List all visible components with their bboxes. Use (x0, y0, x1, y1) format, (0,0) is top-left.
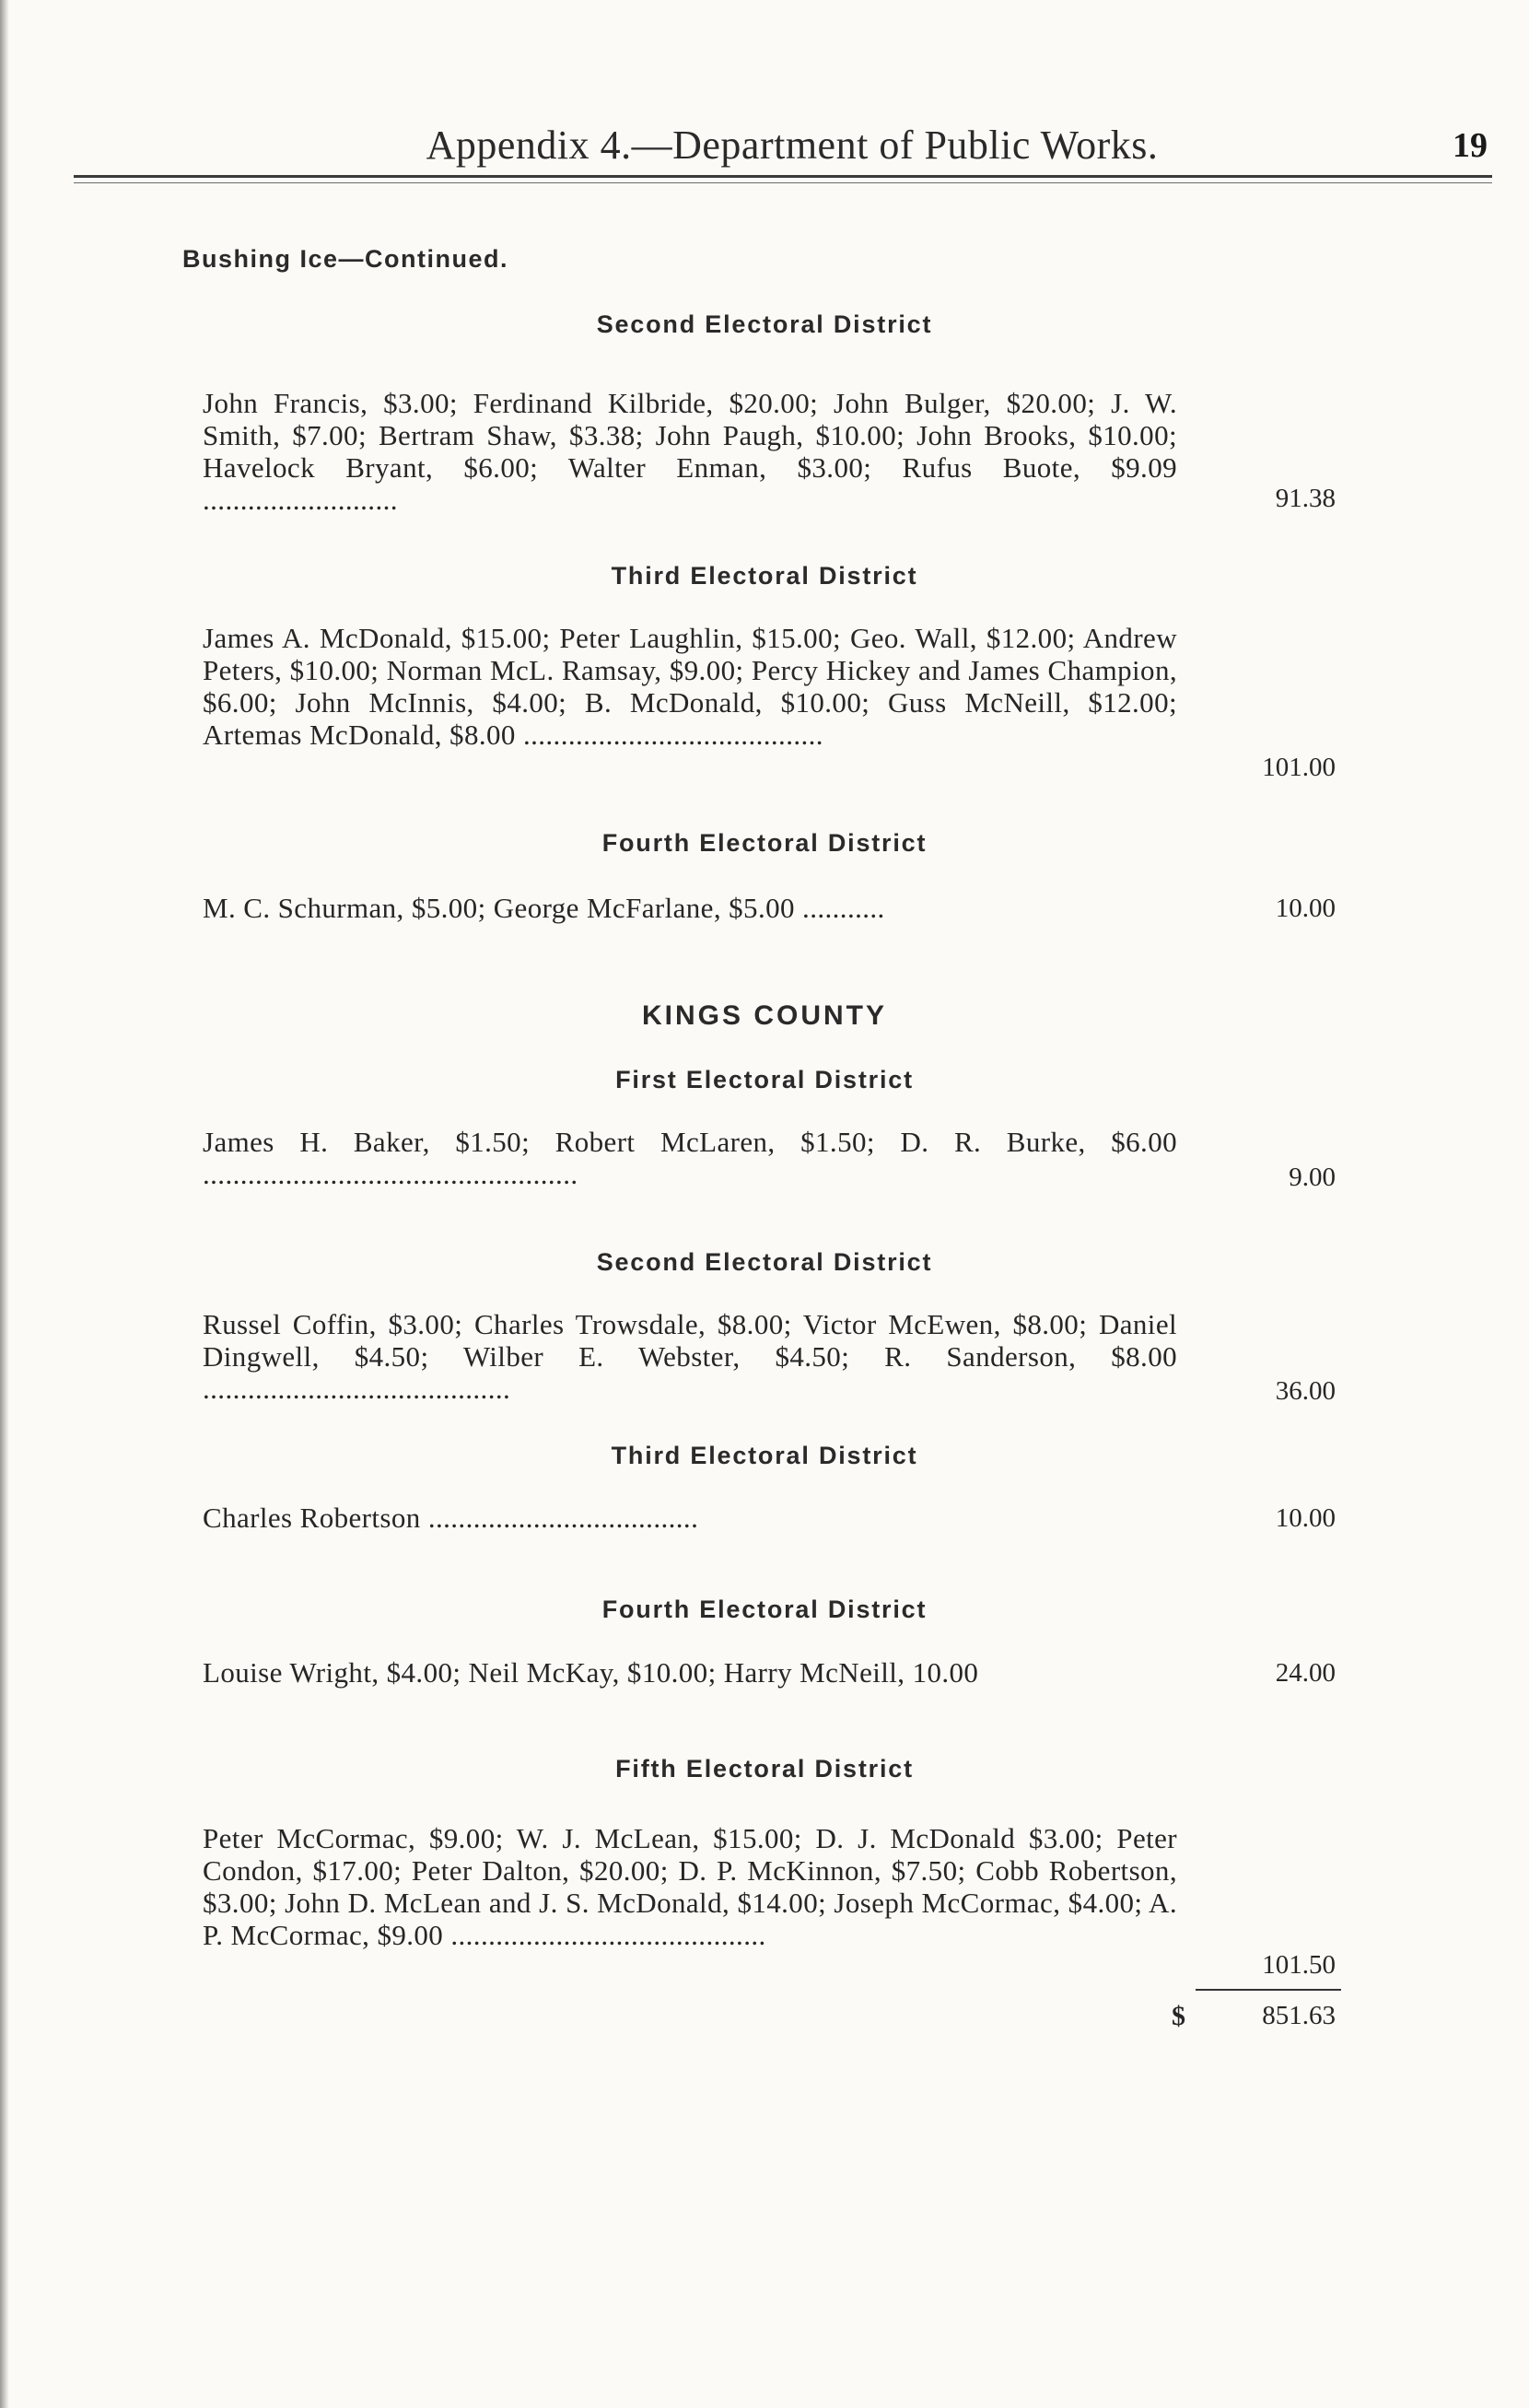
district-amount: 101.50 (1262, 1950, 1336, 1980)
district-amount: 10.00 (1275, 894, 1336, 923)
entry-text: Peter McCormac, $9.00; W. J. McLean, $15.00; D. J. McDonald $3.00; Peter Condon, $17.00; Peter Dalton, $20.00; D. P. McKinnon, $7.50; Cobb Robertson, $3.00; John D. McLean and J. S. McDonald, $14.00; Joseph McCormac, $4.00; A. P. McCormac, $9.00 .......................................... (203, 1822, 1177, 1951)
district-heading: Fifth Electoral District (615, 1755, 914, 1783)
entry-text: John Francis, $3.00; Ferdinand Kilbride, $20.00; John Bulger, $20.00; J. W. Smith, $7.00; Bertram Shaw, $3.38; John Paugh, $10.00; John Brooks, $10.00; Havelock Bryant, $6.00; Walter Enman, $3.00; Rufus Buote, $9.09 .......................... (203, 387, 1177, 516)
page-header (74, 118, 1488, 192)
district-heading: Second Electoral District (596, 310, 933, 338)
entry-text: James A. McDonald, $15.00; Peter Laughlin, $15.00; Geo. Wall, $12.00; Andrew Peters, $10.00; Norman McL. Ramsay, $9.00; Percy Hickey and James Champion, $6.00; John McInnis, $4.00; B. McDonald, $10.00; Guss McNeill, $12.00; Artemas McDonald, $8.00 ........................................ (203, 622, 1177, 751)
district-amount: 9.00 (1289, 1163, 1336, 1192)
district-heading: First Electoral District (615, 1066, 914, 1093)
entry-text: Russel Coffin, $3.00; Charles Trowsdale, $8.00; Victor McEwen, $8.00; Daniel Dingwell, $4.50; Wilber E. Webster, $4.50; R. Sanderson, $8.00 ......................................... (203, 1308, 1177, 1405)
district-heading: Second Electoral District (596, 1248, 933, 1276)
county-heading: KINGS COUNTY (641, 1000, 887, 1031)
entry-text: James H. Baker, $1.50; Robert McLaren, $1.50; D. R. Burke, $6.00 .................................................. (203, 1126, 1177, 1190)
entry-text: M. C. Schurman, $5.00; George McFarlane, $5.00 ........... (203, 892, 885, 924)
header-rule (74, 175, 1492, 178)
running-head: Appendix 4.—Department of Public Works. (426, 123, 1159, 168)
page-number: 19 (1453, 126, 1488, 165)
header-rule-thin (74, 182, 1492, 183)
total-rule (1196, 1989, 1341, 1991)
total-currency-symbol: $ (1172, 2001, 1185, 2031)
district-amount: 10.00 (1275, 1503, 1336, 1533)
district-heading: Fourth Electoral District (601, 1596, 928, 1623)
district-amount: 101.00 (1262, 753, 1336, 782)
district-amount: 24.00 (1275, 1658, 1336, 1688)
entry-text: Louise Wright, $4.00; Neil McKay, $10.00; Harry McNeill, 10.00 (203, 1656, 979, 1689)
district-heading: Fourth Electoral District (601, 829, 928, 857)
district-heading: Third Electoral District (611, 562, 918, 590)
entry-text: Charles Robertson .................................... (203, 1502, 699, 1534)
district-heading: Third Electoral District (611, 1442, 918, 1469)
page-edge (0, 0, 9, 2408)
district-amount: 36.00 (1275, 1376, 1336, 1406)
grand-total: 851.63 (1262, 2001, 1336, 2030)
district-amount: 91.38 (1275, 484, 1336, 513)
section-title: Bushing Ice—Continued. (182, 245, 508, 273)
